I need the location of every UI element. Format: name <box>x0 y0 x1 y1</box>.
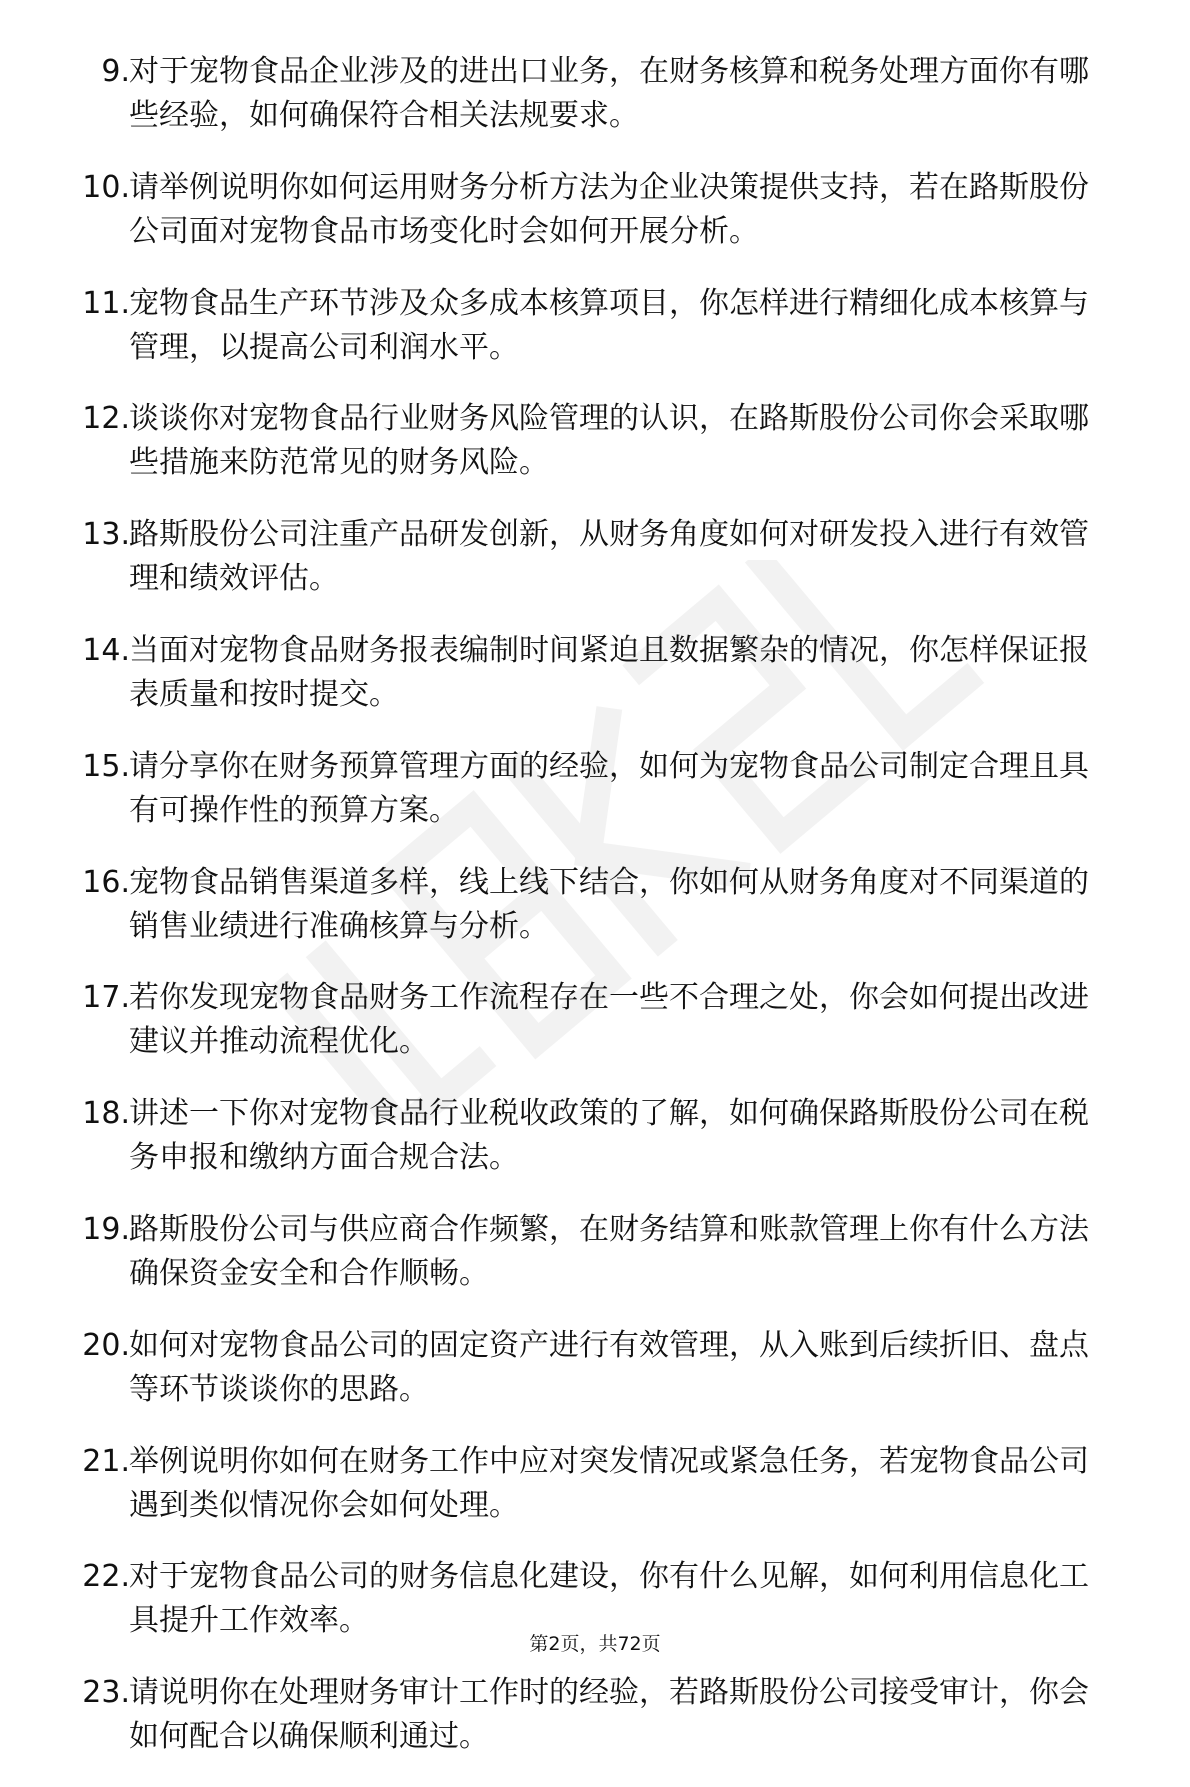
question-number: 13. <box>82 517 130 553</box>
question-item <box>0 50 1190 166</box>
question-list <box>0 50 1190 1787</box>
question-text: 若你发现宠物食品财务工作流程存在一些不合理之处，你会如何提出改进建议并推动流程优化。 <box>129 980 1089 1060</box>
question-text: 举例说明你如何在财务工作中应对突发情况或紧急任务，若宠物食品公司遇到类似情况你会如何处理。 <box>129 1443 1089 1523</box>
question-text: 宠物食品生产环节涉及众多成本核算项目，你怎样进行精细化成本核算与管理，以提高公司利润水平。 <box>129 285 1089 365</box>
question-item <box>0 861 1190 977</box>
question-text: 路斯股份公司注重产品研发创新，从财务角度如何对研发投入进行有效管理和绩效评估。 <box>129 517 1089 597</box>
question-item <box>0 282 1190 398</box>
question-item <box>0 513 1190 629</box>
question-text: 对于宠物食品企业涉及的进出口业务，在财务核算和税务处理方面你有哪些经验，如何确保符合相关法规要求。 <box>129 54 1089 133</box>
question-number: 22. <box>82 1559 130 1595</box>
question-item <box>0 1671 1190 1787</box>
question-text: 如何对宠物食品公司的固定资产进行有效管理，从入账到后续折旧、盘点等环节谈谈你的思路。 <box>129 1327 1089 1407</box>
question-item <box>0 745 1190 861</box>
question-text: 讲述一下你对宠物食品行业税收政策的了解，如何确保路斯股份公司在税务申报和缴纳方面合规合法。 <box>129 1096 1089 1176</box>
question-item <box>0 1092 1190 1208</box>
question-number: 19. <box>82 1211 130 1247</box>
question-number: 15. <box>82 748 130 784</box>
question-number: 11. <box>82 285 130 321</box>
question-item <box>0 629 1190 745</box>
question-number: 12. <box>82 401 130 437</box>
question-number: 10. <box>82 169 130 205</box>
question-number: 14. <box>82 632 130 668</box>
question-item <box>0 976 1190 1092</box>
question-text: 谈谈你对宠物食品行业财务风险管理的认识，在路斯股份公司你会采取哪些措施来防范常见的财务风险。 <box>129 401 1089 481</box>
question-item <box>0 166 1190 282</box>
question-text: 路斯股份公司与供应商合作频繁，在财务结算和账款管理上你有什么方法确保资金安全和合作顺畅。 <box>129 1211 1089 1291</box>
question-number: 17. <box>82 980 130 1016</box>
question-number: 20. <box>82 1327 130 1363</box>
page-footer: 第2页，共72页 <box>529 1633 661 1655</box>
question-number: 21. <box>82 1443 130 1479</box>
question-text: 请说明你在处理财务审计工作时的经验，若路斯股份公司接受审计，你会如何配合以确保顺利通过。 <box>129 1675 1089 1755</box>
question-text: 对于宠物食品公司的财务信息化建设，你有什么见解，如何利用信息化工具提升工作效率。 <box>129 1559 1089 1639</box>
question-item <box>0 397 1190 513</box>
question-number: 9. <box>101 54 130 89</box>
question-text: 当面对宠物食品财务报表编制时间紧迫且数据繁杂的情况，你怎样保证报表质量和按时提交。 <box>129 632 1089 712</box>
question-item <box>0 1324 1190 1440</box>
question-number: 16. <box>82 864 130 900</box>
question-number: 18. <box>82 1096 130 1132</box>
question-item <box>0 1440 1190 1556</box>
question-text: 请举例说明你如何运用财务分析方法为企业决策提供支持，若在路斯股份公司面对宠物食品市场变化时会如何开展分析。 <box>129 169 1089 249</box>
question-item <box>0 1208 1190 1324</box>
question-text: 宠物食品销售渠道多样，线上线下结合，你如何从财务角度对不同渠道的销售业绩进行准确核算与分析。 <box>129 864 1089 944</box>
question-text: 请分享你在财务预算管理方面的经验，如何为宠物食品公司制定合理且具有可操作性的预算方案。 <box>129 748 1089 828</box>
question-number: 23. <box>82 1675 130 1711</box>
